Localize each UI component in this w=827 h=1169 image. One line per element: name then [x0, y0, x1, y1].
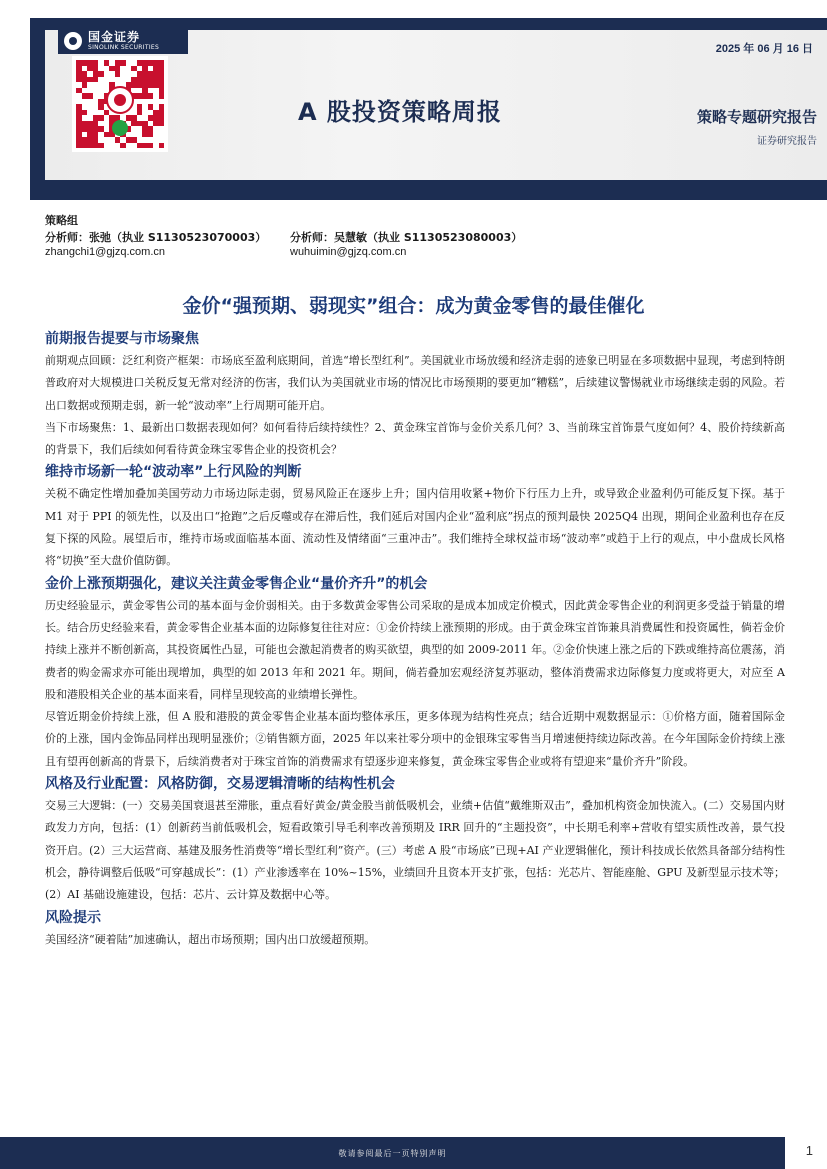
paragraph: 美国经济“硬着陆”加速确认，超出市场预期；国内出口放缓超预期。	[45, 932, 376, 946]
report-body	[45, 328, 785, 951]
section-risk	[45, 907, 785, 951]
section-title: 风险提示	[45, 909, 101, 926]
analyst-2-email[interactable]: wuhuimin@gjzq.com.cn	[290, 246, 407, 258]
section-title: 前期报告提要与市场聚焦	[45, 331, 199, 347]
header-underline	[45, 180, 827, 184]
footer-disclaimer: 敬请参阅最后一页特别声明	[338, 1148, 447, 1158]
paragraph: 关税不确定性增加叠加美国劳动力市场边际走弱，贸易风险正在逐步上升；国内信用收紧+物价下行压力上升，或导致企业盈利仍可能反复下探。基于 M1 对于 PPI 的领先性，以及出口“抢跑”之后反噬或存在滞后性，我们延后对国内企业“盈利底”拐点的预判最快 2025Q4 出现，期间企业盈利也存在反复下探的风险。展望后市，维持市场或面临基本面、流动性及情绪面“三重冲击”。我们维持全球权益市场“波动率”或趋于上行的观点，中小盘成长风格将“切换”至大盘价值防御。	[45, 487, 785, 568]
report-headline: 金价“强预期、弱现实”组合：成为黄金零售的最佳催化	[182, 295, 645, 317]
team-label: 策略组	[45, 214, 78, 227]
section-title: 金价上涨预期强化，建议关注黄金零售企业“量价齐升”的机会	[45, 575, 428, 592]
logo-en-text: SINOLINK SECURITIES	[88, 44, 160, 51]
section-volatility	[45, 461, 785, 572]
wechat-icon	[112, 120, 128, 136]
company-logo	[58, 28, 188, 54]
analyst-2: 分析师：吴慧敏（执业 S1130523080003）	[290, 231, 523, 244]
section-allocation	[45, 773, 785, 906]
section-gold	[45, 573, 785, 773]
paragraph: 前期观点回顾：泛红利资产框架：市场底至盈利底期间，首选“增长型红利”。美国就业市场放缓和经济走弱的迹象已明显在多项数据中显现，考虑到特朗普政府对大规模进口关税反复无常对经济的伤害，我们认为美国就业市场的情况比市场预期的要更加“糟糕”，后续建议警惕就业市场继续走弱的风险。若出口数据或预期走弱，新一轮“波动率”上行周期可能开启。	[45, 354, 785, 412]
paragraph: 尽管近期金价持续上涨，但 A 股和港股的黄金零售企业基本面均整体承压，更多体现为结构性亮点；结合近期中观数据显示：①价格方面，随着国际金价的上涨，国内金饰品同样出现明显涨价；②销售额方面，2025 年以来社零分项中的金银珠宝零售当月增速便持续边际改善。在今年国际金价持续上涨且有望再创新高的背景下，后续消费者对于珠宝首饰的消费需求有望逐步迎来修复，黄金珠宝零售企业或将有望迎来“量价齐升”阶段。	[45, 710, 785, 768]
report-title: A 股投资策略周报	[298, 98, 502, 126]
logo-icon	[64, 32, 82, 50]
analyst-1-email[interactable]: zhangchi1@gjzq.com.cn	[45, 246, 166, 258]
paragraph: 交易三大逻辑：(一）交易美国衰退甚至滞胀，重点看好黄金/黄金股当前低吸机会，业绩+估值“戴维斯双击”，叠加机构资金加快流入。(二）交易国内财政发力方向，包括：(1）创新药当前低吸机会，短看政策引导毛利率改善预期及 IRR 回升的“主题投资”，中长期毛利率+营收有望实质性改善，景气投资开启。(2）三大运营商、基建及服务性消费等“增长型红利”资产。(三）考虑 A 股“市场底”已现+AI 产业逻辑催化，预计科技成长依然具备部分结构性机会，静待调整后低吸“可穿越成长”：(1）产业渗透率在 10%~15%，业绩回升且资本开支扩张，包括：光芯片、智能座舱、GPU 及新型显示技术等；(2）AI 基础设施建设，包括：芯片、云计算及数据中心等。	[45, 799, 785, 902]
section-summary	[45, 328, 785, 461]
section-title: 风格及行业配置：风格防御，交易逻辑清晰的结构性机会	[45, 776, 395, 793]
logo-cn-text: 国金证券	[88, 30, 141, 44]
section-title: 维持市场新一轮“波动率”上行风险的判断	[45, 464, 302, 481]
report-type: 策略专题研究报告	[696, 108, 817, 126]
footer-bar	[0, 1137, 785, 1169]
paragraph: 当下市场聚焦：1、最新出口数据表现如何？如何看待后续持续性？2、黄金珠宝首饰与金价关系几何？3、当前珠宝首饰景气度如何？4、股价持续新高的背景下，我们后续如何看待黄金珠宝零售企业的投资机会？	[45, 420, 785, 457]
page-number: 1	[805, 1143, 813, 1158]
qr-code-image	[72, 56, 168, 152]
report-date: 2025 年 06 月 16 日	[715, 43, 813, 55]
qr-seal-icon	[106, 86, 134, 114]
report-sub-type: 证券研究报告	[757, 136, 817, 147]
analyst-1: 分析师：张弛（执业 S1130523070003）	[45, 231, 267, 244]
paragraph: 历史经验显示，黄金零售公司的基本面与金价弱相关。由于多数黄金零售公司采取的是成本加成定价模式，因此黄金零售企业的利润更多受益于销量的增长。结合历史经验来看，黄金零售企业基本面的边际修复往往对应：①金价持续上涨预期的形成。由于黄金珠宝首饰兼具消费属性和投资属性，倘若金价持续上涨并不断创新高，其投资属性凸显，可能也会激起消费者的购买欲望，典型的如 2009-2011 年。②金价快速上涨之后的下跌或维持高位震荡，消费者的购金需求亦可能出现增加，典型的如 2013 年和 2021 年。期间，倘若叠加宏观经济复苏驱动，整体消费需求边际修复力度或将更大，对应至 A 股和港股相关企业的基本面来看，同样呈现较高的业绩增长弹性。	[45, 598, 785, 701]
